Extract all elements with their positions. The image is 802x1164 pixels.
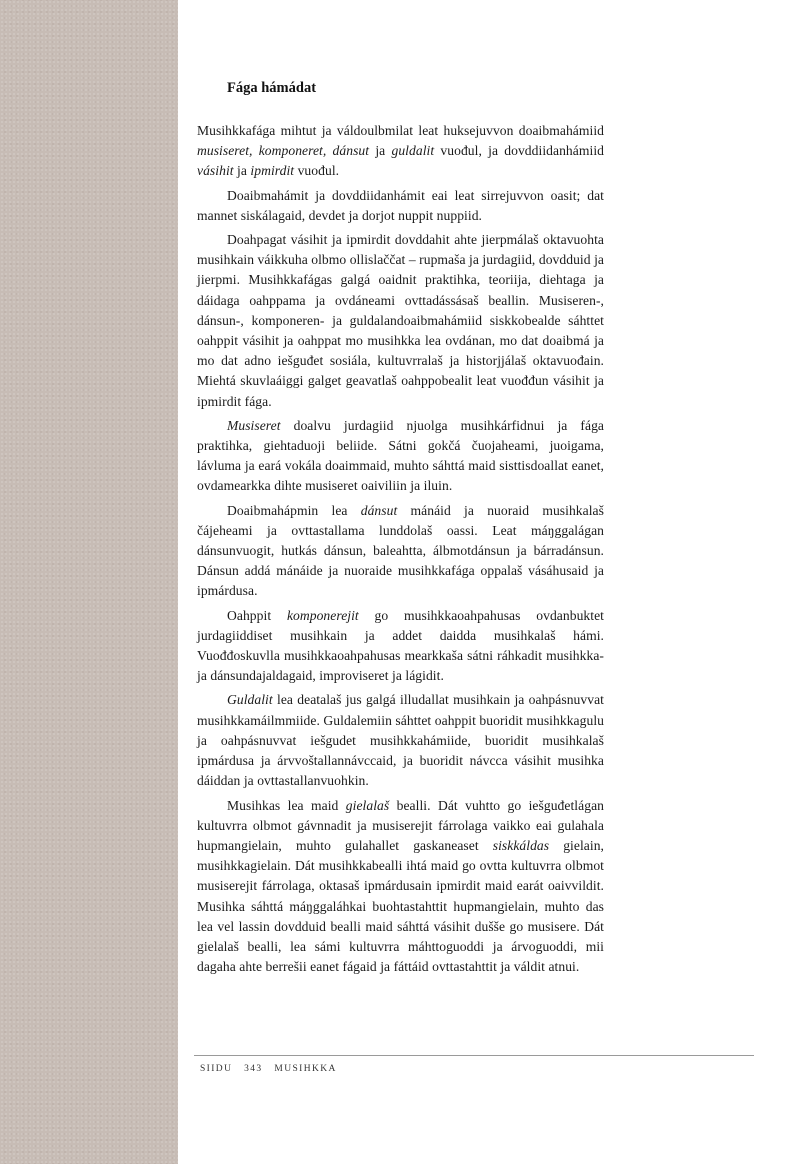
page-number: 343 — [244, 1064, 263, 1074]
italic-term: siskkáldas — [492, 837, 550, 853]
text-run: lea deatalaš jus galgá illudallat musihkain ja oahpásnuvvat musihkkamáilmmiide. Guldalemiin sáhttet oahppit buoridit musihkkagulu ja oahpásnuvvat iešgudet musihkkahámiide, buoridit musihkalaš ipmárdusa ja árvvoštallannávccaid, ja buoridit návcca vásihit musihka dáiddan ja ovttastallanvuohkin. — [197, 692, 604, 789]
text-run: doalvu jurdagiid njuolga musihkárfidnui ja fága praktihka, giehtaduoji beliide. Sátni gokčá čuojaheami, juoigama, lávluma ja eará vokála doaimmaid, muhto sáhttá maid sisttisdoallat eanet, ovdamearkka dihte musiseret oaiviliin ja iluin. — [197, 417, 604, 494]
paragraph — [197, 606, 604, 687]
text-run: gielain, musihkkagielain. Dát musihkkabealli ihtá maid go ovtta kultuvrra olbmot musiserejit fárrolaga, oktasaš ipmárdusain ipmirdit maid earát oaivvildit. Musihka sáhttá máŋggaláhkai buohtastahttit hupmangielain, muhto das lea vel lassin dovdduid bealli maid sáhttá vásihit dušše go musisere. Dát gielalaš bealli, lea sámi kultuvrra máhttoguoddi ja árvoguoddi, mii dagaha ahte berrešii eanet fágaid ja fáttáid ovttastahttit ja váldit atnui. — [197, 837, 604, 975]
text-run: Oahppit — [227, 607, 287, 623]
article-body — [197, 80, 604, 981]
page-footer — [200, 1064, 345, 1074]
section-heading: Fága hámádat — [227, 80, 317, 96]
italic-term: gielalaš — [345, 797, 390, 813]
paragraph — [197, 501, 604, 602]
text-run: bealli. Dát vuhtto go iešguđetlágan kultuvrra olbmot gávnnadit ja musiserejit fárrolaga vaikko eai gulahala hupmangielain, muhto gulahallet gaskaneaset — [197, 797, 604, 853]
text-run: Musihkkafága mihtut ja váldoulbmilat leat huksejuvvon doaibmahámiid — [197, 123, 604, 138]
text-run: Musihkas lea maid — [227, 797, 346, 813]
italic-term: Guldalit — [227, 692, 273, 708]
paragraph — [197, 121, 604, 182]
text-run: Doahpagat vásihit ja ipmirdit dovddahit ahte jierpmálaš oktavuohta musihkain váikkuha olbmo ollislaččat – rupmaša ja jurdagiid, dovdduid ja jierpmi. Musihkkafágas galgá oaidnit praktihka, teoriija, diehtaga ja dáidaga oahppama ja ovdáneami ovttadássásaš beallin. Musiseren-, dánsun-, komponeren- ja guldalandoaibmahámiid siskkobealde sáhttet oahppit vásihit ja oahppat mo musihkka lea ovdánan, mo dat doaibmá ja mo dat adno iešguđet sosiála, kultuvrralaš ja historjjálaš oktavuođain. Miehtá skuvlaáiggi galget geavatlaš oahppobealit leat vuođđun vásihit ja ipmirdit fága. — [197, 232, 604, 409]
footer-section: MUSIHKKA — [274, 1064, 337, 1074]
text-run: ja — [233, 163, 251, 179]
text-run: vuođul. — [294, 163, 340, 179]
text-run: ja — [369, 143, 392, 159]
paragraph — [197, 186, 604, 226]
italic-term: musiseret, komponeret, dánsut — [197, 143, 370, 159]
italic-term: vásihit — [197, 163, 234, 179]
footer-label: SIIDU — [200, 1064, 233, 1074]
text-run: mánáid ja nuoraid musihkalaš čájeheami ja ovttastallama lunddolaš oassi. Leat máŋggalágan dánsunvuogit, hutkás dánsun, baleahtta, álbmotdánsun ja bárradánsun. Dánsun addá mánáide ja nuoraide musihkkafága oppalaš vásáhusaid ja ipmárdusa. — [197, 502, 604, 599]
text-run: Doaibmahámit ja dovddiidanhámit eai leat sirrejuvvon oasit; dat mannet siskálagaid, devdet ja dorjot nuppit nuppiid. — [197, 187, 604, 223]
italic-term: guldalit — [391, 143, 435, 159]
paragraph — [197, 690, 604, 791]
italic-term: dánsut — [360, 502, 398, 518]
italic-term: komponerejit — [286, 607, 359, 623]
footer-divider — [194, 1055, 754, 1056]
paragraph — [197, 796, 604, 978]
text-run: vuođul, ja dovddiidanhámiid — [434, 143, 604, 159]
text-run: Doaibmahápmin lea — [227, 502, 361, 518]
paragraph-list — [197, 121, 604, 977]
paragraph — [197, 416, 604, 497]
italic-term: ipmirdit — [250, 163, 295, 179]
decorative-side-band — [0, 0, 178, 1164]
paragraph — [197, 230, 604, 412]
text-run: go musihkkaoahpahusas ovdanbuktet jurdagiiddiset musihkain ja addet daidda musihkalaš hámi. Vuođđoskuvlla musihkkaoahpahusas mearkkaša sátni ráhkadit musihkka- ja dánsundajaldagaid, improviseret ja lágidit. — [197, 607, 604, 684]
italic-term: Musiseret — [227, 417, 281, 433]
